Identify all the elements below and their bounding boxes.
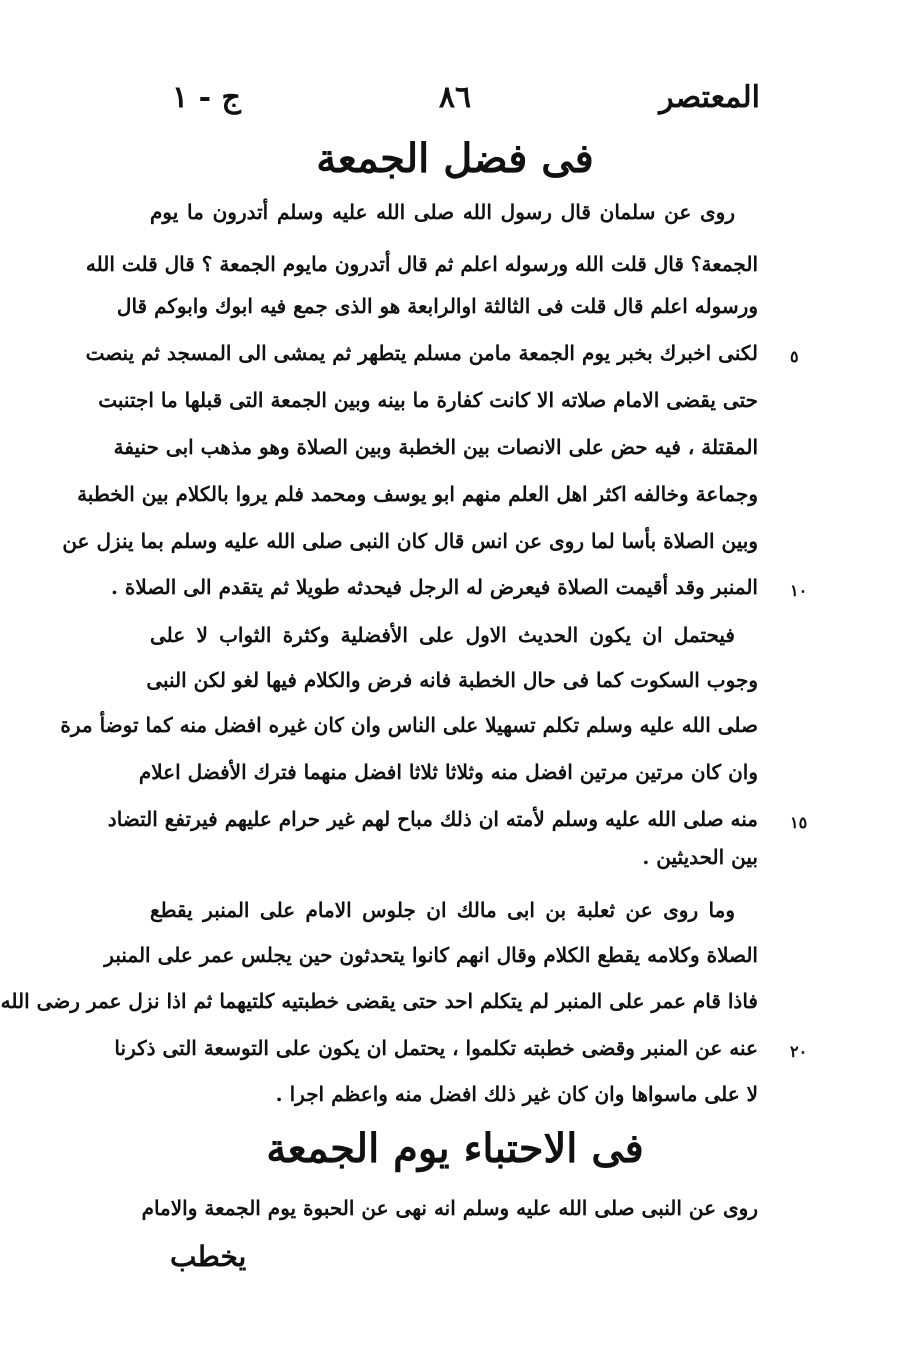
text-line: لا على ماسواها وان كان غير ذلك افضل منه واعظم اجرا . [275,1082,758,1106]
text-line: ورسوله اعلم قال قلت فى الثالثة اوالرابعة هو الذى جمع فيه ابوك وابوكم قال [116,294,758,318]
text-line: وما روى عن ثعلبة بن ابى مالك ان جلوس الامام على المنبر يقطع [150,898,735,922]
text-line: صلى الله عليه وسلم تكلم تسهيلا على الناس وان كان غيره افضل منه كما توضأ مرة [60,713,758,737]
text-line: وجماعة وخالفه اكثر اهل العلم منهم ابو يوسف ومحمد فلم يروا بالكلام بين الخطبة [77,482,758,506]
text-line: بين الحديثين . [642,845,758,869]
text-line: وجوب السكوت كما فى حال الخطبة فانه فرض والكلام فيها لغو لكن النبى [146,668,758,692]
text-line: وبين الصلاة بأسا لما روى عن انس قال كان النبى صلى الله عليه وسلم بما ينزل عن [62,529,758,553]
text-line: فاذا قام عمر على المنبر لم يتكلم احد حتى يقضى خطبتيه كلتيهما ثم اذا نزل عمر رضى الله [0,989,758,1013]
volume-label: ج - ١ [172,80,241,115]
page-header [150,78,760,118]
text-line: عنه عن المنبر وقضى خطبته تكلموا ، يحتمل ان يكون على التوسعة التى ذكرنا [114,1036,758,1060]
text-line: الصلاة وكلامه يقطع الكلام وقال انهم كانوا يتحدثون حين يجلس عمر على المنبر [104,943,758,967]
line-number-10: ١٠ [790,581,808,600]
page-number: ٨٦ [438,80,472,115]
text-line: وان كان مرتين مرتين افضل منه وثلاثا ثلاثا افضل منهما فترك الأفضل اعلام [138,760,758,784]
text-line: فيحتمل ان يكون الحديث الاول على الأفضلية وكثرة الثواب لا على [150,623,735,647]
text-line: المقتلة ، فيه حض على الانصات بين الخطبة وبين الصلاة وهو مذهب ابى حنيفة [113,435,758,459]
text-line: منه صلى الله عليه وسلم لأمته ان ذلك مباح لهم غير حرام عليهم فيرتفع التضاد [107,807,758,831]
book-title: المعتصر [659,80,760,115]
text-line: حتى يقضى الامام صلاته الا كانت كفارة ما بينه وبين الجمعة التى قبلها ما اجتنبت [98,388,758,412]
section-title-ihtiba: فى الاحتباء يوم الجمعة [266,1125,644,1172]
line-number-5: ٥ [790,347,799,366]
text-line: المنبر وقد أقيمت الصلاة فيعرض له الرجل فيحدثه طويلا ثم يتقدم الى الصلاة . [111,575,758,599]
section-title-friday-virtue: فى فضل الجمعة [316,135,594,182]
text-line: روى عن سلمان قال رسول الله صلى الله عليه وسلم أتدرون ما يوم [150,200,735,224]
line-number-15: ١٥ [790,813,808,832]
text-line: روى عن النبى صلى الله عليه وسلم انه نهى عن الحبوة يوم الجمعة والامام [141,1196,758,1220]
catchword: يخطب [170,1240,247,1273]
text-line: الجمعة؟ قال قلت الله ورسوله اعلم ثم قال أتدرون مايوم الجمعة ؟ قال قلت الله [85,252,758,276]
line-number-20: ٢٠ [790,1042,808,1061]
text-line: لكنى اخبرك بخبر يوم الجمعة مامن مسلم يتطهر ثم يمشى الى المسجد ثم ينصت [85,341,758,365]
